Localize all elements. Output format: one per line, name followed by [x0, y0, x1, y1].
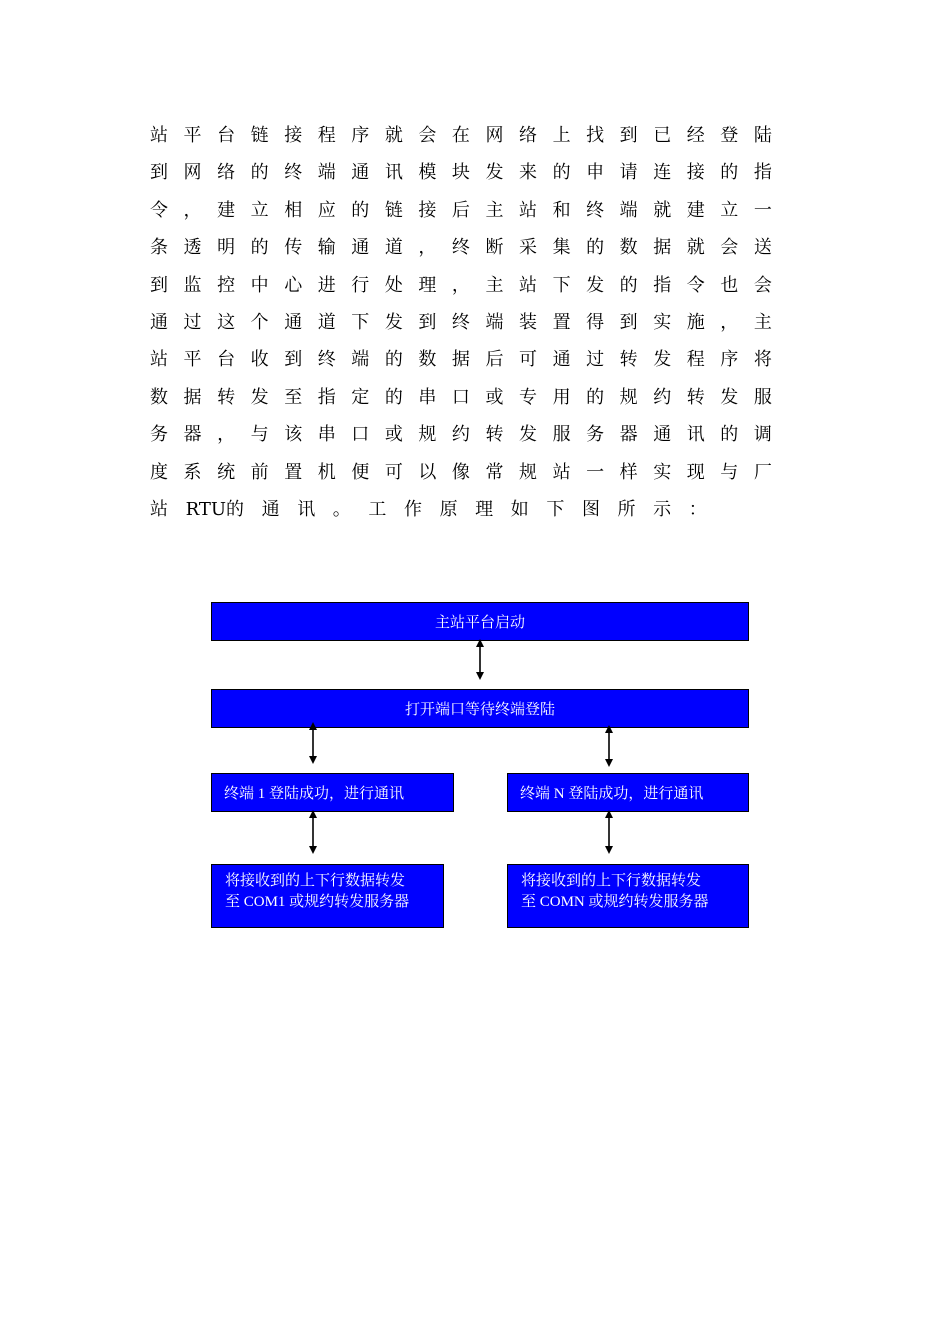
body-paragraph [150, 117, 772, 528]
flow-box-start-label: 主站平台启动 [434, 615, 525, 631]
flow-box-terminal-1 [211, 773, 454, 812]
flow-box-forward-n-line1: 将接收到的上下行数据转发 [521, 873, 702, 889]
flow-box-terminal-1-label: 终端 1 登陆成功，进行通讯 [224, 786, 405, 802]
flow-box-open-port [211, 689, 749, 728]
flow-box-forward-1-line1: 将接收到的上下行数据转发 [225, 873, 406, 889]
paragraph-line-last: 站 RTU的 通 讯 。 工 作 原 理 如 下 图 所 示 ： [150, 498, 707, 520]
paragraph-line: 到 网 络 的 终 端 通 讯 模 块 发 来 的 申 请 连 接 的 指 [150, 162, 772, 184]
paragraph-line: 令 ， 建 立 相 应 的 链 接 后 主 站 和 终 端 就 建 立 一 [150, 199, 772, 221]
flow-box-terminal-n [507, 773, 749, 812]
flow-box-forward-1-line2: 至 COM1 或规约转发服务器 [225, 894, 410, 910]
paragraph-line: 数 据 转 发 至 指 定 的 串 口 或 专 用 的 规 约 转 发 服 [150, 386, 772, 408]
flow-box-terminal-n-label: 终端 N 登陆成功，进行通讯 [520, 786, 704, 802]
paragraph-line: 到 监 控 中 心 进 行 处 理 ， 主 站 下 发 的 指 令 也 会 [150, 274, 772, 296]
flow-box-forward-n [507, 864, 749, 928]
paragraph-line: 度 系 统 前 置 机 便 可 以 像 常 规 站 一 样 实 现 与 厂 [150, 461, 772, 483]
paragraph-line: 站 平 台 收 到 终 端 的 数 据 后 可 通 过 转 发 程 序 将 [150, 349, 772, 371]
paragraph-line: 务 器 ， 与 该 串 口 或 规 约 转 发 服 务 器 通 讯 的 调 [150, 424, 772, 446]
flow-box-forward-n-line2: 至 COMN 或规约转发服务器 [521, 894, 709, 910]
flow-box-forward-1 [211, 864, 444, 928]
flow-box-open-port-label: 打开端口等待终端登陆 [404, 702, 555, 718]
paragraph-line: 条 透 明 的 传 输 通 道 ， 终 断 采 集 的 数 据 就 会 送 [150, 237, 772, 259]
flow-box-start [211, 602, 749, 641]
paragraph-line: 通 过 这 个 通 道 下 发 到 终 端 装 置 得 到 实 施 ， 主 [150, 311, 772, 333]
paragraph-line: 站 平 台 链 接 程 序 就 会 在 网 络 上 找 到 已 经 登 陆 [150, 125, 772, 146]
